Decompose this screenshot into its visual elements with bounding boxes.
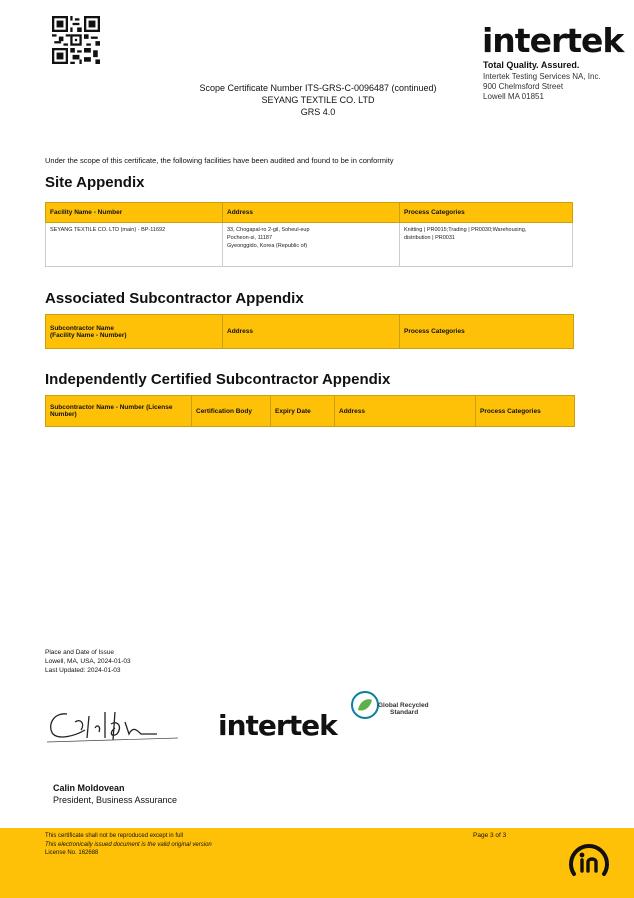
signer-block xyxy=(53,782,177,806)
footer-line: This certificate shall not be reproduced except in full xyxy=(45,833,184,839)
independent-subcontractor-title: Independently Certified Subcontractor Appendix xyxy=(45,371,391,388)
column-header: Process Categories xyxy=(400,203,573,223)
header-line: Subcontractor Name xyxy=(50,324,114,332)
associated-subcontractor-table xyxy=(45,314,574,349)
grs-logo-line: Standard xyxy=(390,709,419,716)
intro-text: Under the scope of this certificate, the following facilities have been audited and found to be in conformity xyxy=(45,156,394,165)
issuer-address-line: 900 Chelmsford Street xyxy=(483,82,564,91)
tagline: Total Quality. Assured. xyxy=(483,60,580,70)
page-number: Page 3 of 3 xyxy=(473,832,507,839)
column-header: Address xyxy=(223,203,400,223)
certificate-number: Scope Certificate Number ITS-GRS-C-0096487 (continued) xyxy=(199,83,437,93)
company-name: SEYANG TEXTILE CO. LTD xyxy=(261,95,375,105)
site-appendix-title: Site Appendix xyxy=(45,174,145,191)
address-line: 33, Chogapal-ro 2-gil, Soheul-eup xyxy=(227,227,310,233)
intertek-in-icon xyxy=(566,838,612,884)
table-row xyxy=(46,223,573,267)
header-line: Number) xyxy=(50,411,77,418)
grs-leaf-icon xyxy=(350,690,380,720)
issue-line: Place and Date of Issue xyxy=(45,649,115,656)
intertek-logo: intertek xyxy=(482,21,624,60)
issue-line: Last Updated: 2024-01-03 xyxy=(45,667,121,674)
standard-version: GRS 4.0 xyxy=(300,107,336,117)
site-table xyxy=(45,202,573,267)
footer-text xyxy=(45,832,212,858)
grs-logo xyxy=(350,690,429,725)
column-header: Address xyxy=(223,315,400,349)
associated-subcontractor-title: Associated Subcontractor Appendix xyxy=(45,290,304,307)
address-line: Pocheon-si, 11187 xyxy=(227,235,273,241)
footer-line: This electronically issued document is the valid original version xyxy=(45,841,212,848)
column-header: Expiry Date xyxy=(271,396,335,427)
address-cell xyxy=(223,223,400,267)
column-header: Certification Body xyxy=(192,396,271,427)
certificate-header xyxy=(160,82,476,118)
issue-line: Lowell, MA, USA, 2024-01-03 xyxy=(45,658,131,665)
process-line: distribution | PR0031 xyxy=(404,235,455,241)
column-header: Address xyxy=(335,396,476,427)
qr-code-icon xyxy=(52,16,100,64)
license-number: License No. 162688 xyxy=(45,850,99,856)
signature-icon xyxy=(45,704,180,744)
facility-cell: SEYANG TEXTILE CO. LTD (main) - BP-11692 xyxy=(46,223,223,267)
issuer-address xyxy=(483,72,601,102)
issuer-address-line: Lowell MA 01851 xyxy=(483,92,544,101)
column-header: Process Categories xyxy=(476,396,575,427)
independent-subcontractor-table xyxy=(45,395,575,427)
intertek-logo-large: intertek xyxy=(218,709,337,742)
signer-name: Calin Moldovean xyxy=(53,783,125,793)
address-line: Gyeonggido, Korea (Republic of) xyxy=(227,243,308,249)
column-header: Process Categories xyxy=(400,315,574,349)
header-line: Subcontractor Name - Number (License xyxy=(50,404,173,411)
signer-title: President, Business Assurance xyxy=(53,795,178,805)
process-cell xyxy=(400,223,573,267)
column-header xyxy=(46,315,223,349)
grs-logo-line: Global Recycled xyxy=(378,702,429,709)
column-header xyxy=(46,396,192,427)
column-header: Facility Name - Number xyxy=(46,203,223,223)
header-line: (Facility Name - Number) xyxy=(50,331,127,339)
issue-info xyxy=(45,648,131,675)
issuer-address-line: Intertek Testing Services NA, Inc. xyxy=(483,72,601,81)
process-line: Knitting | PR0015;Trading | PR0030;Warehousing, xyxy=(404,227,527,233)
